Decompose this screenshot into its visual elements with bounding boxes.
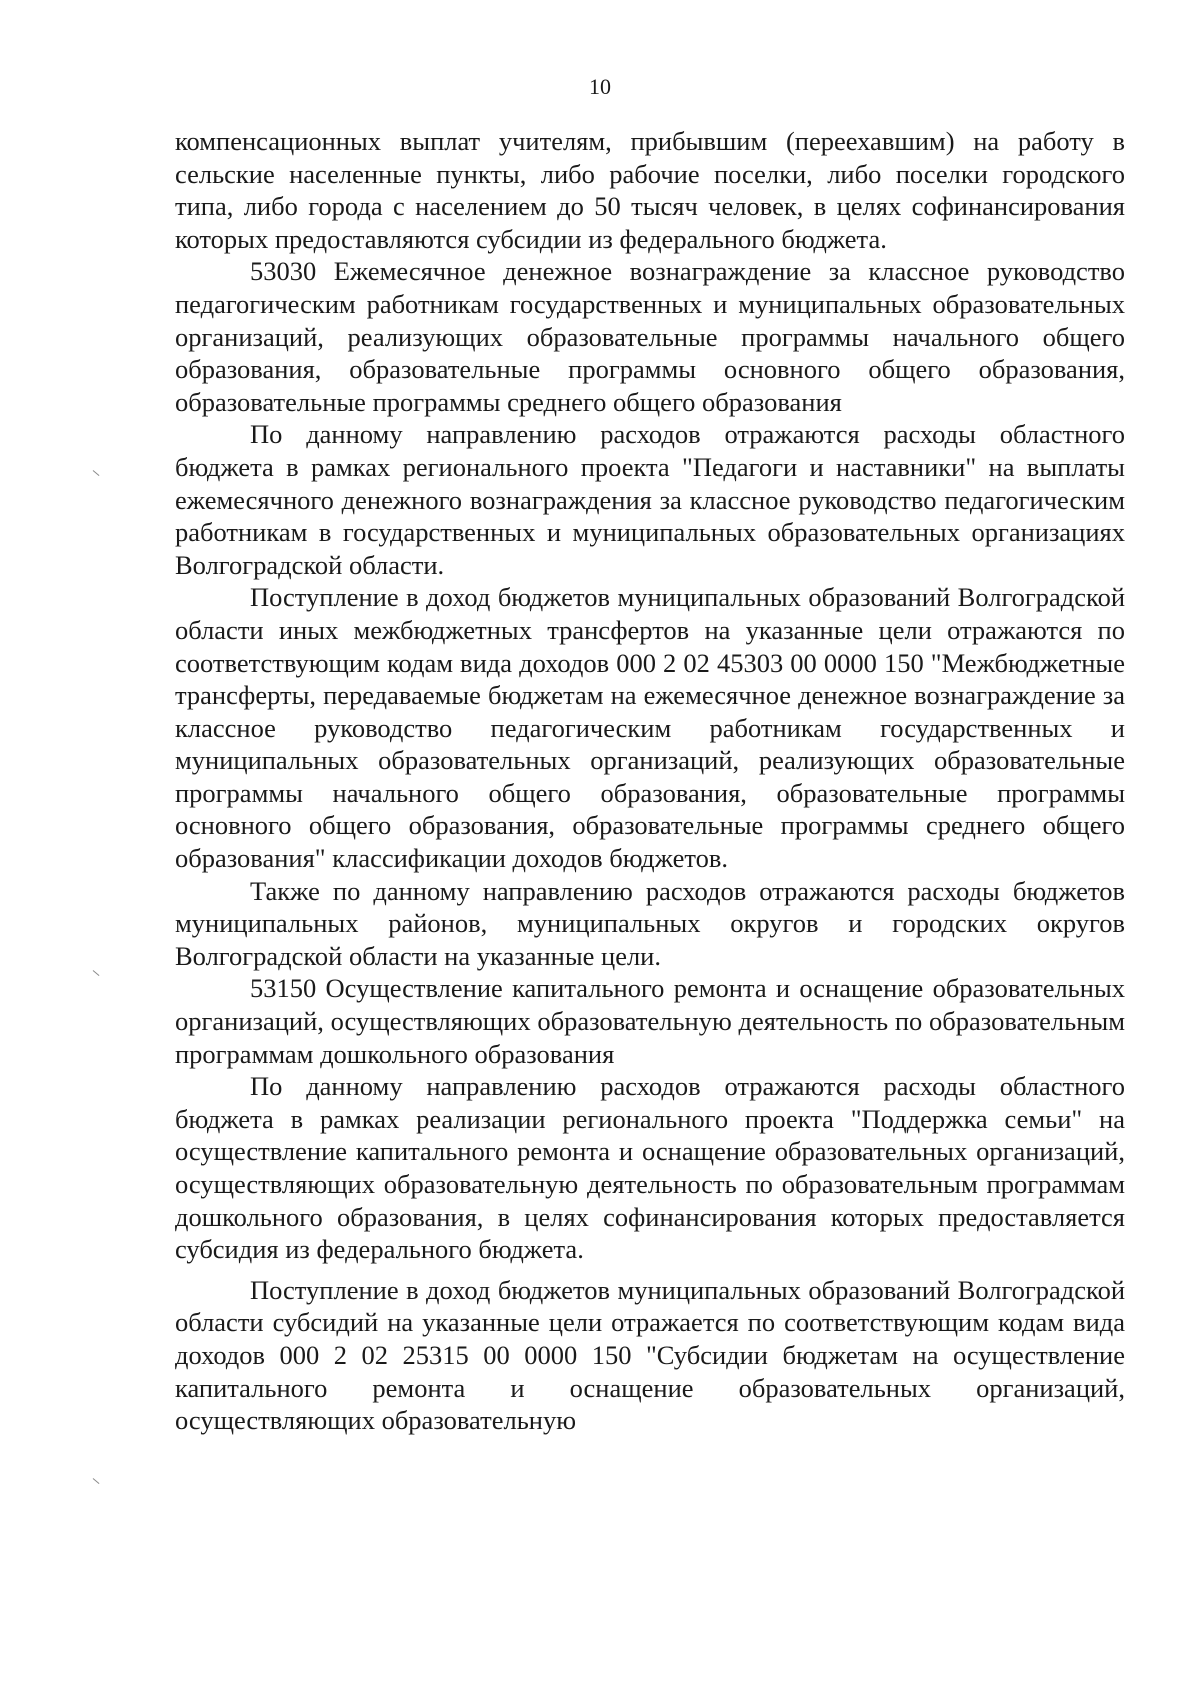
page-number: 10 <box>589 74 611 99</box>
scan-mark <box>93 1478 101 1488</box>
paragraph-heading-53030: 53030 Ежемесячное денежное вознаграждение за классное руководство педагогическим работникам государственных и муниципальных образовательных организаций, реализующих образовательные программы начального общего образования, образовательные программы основного общего образования, образовательные программы среднего общего образования <box>175 256 1125 417</box>
paragraph-heading-53150: 53150 Осуществление капитального ремонта и оснащение образовательных организаций, осуществляющих образовательную деятельность по образовательным программам дошкольного образования <box>175 973 1125 1069</box>
paragraph-municipal-53030: Также по данному направлению расходов отражаются расходы бюджетов муниципальных районов, муниципальных округов и городских округов Волгоградской области на указанные цели. <box>175 875 1125 971</box>
paragraph-expenses-53030: По данному направлению расходов отражаются расходы областного бюджета в рамках регионального проекта "Педагоги и наставники" на выплаты ежемесячного денежного вознаграждения за классное руководство педагогическим работникам в государственных и муниципальных образовательных организациях Волгоградской области. <box>175 419 1125 580</box>
paragraph-expenses-53150: По данному направлению расходов отражаются расходы областного бюджета в рамках реализации регионального проекта "Поддержка семьи" на осуществление капитального ремонта и оснащение образовательных организаций, осуществляющих образовательную деятельность по образовательным программам дошкольного образования, в целях софинансирования которых предоставляется субсидия из федерального бюджета. <box>175 1071 1125 1265</box>
document-body <box>175 125 1125 1437</box>
paragraph-revenue-53030: Поступление в доход бюджетов муниципальных образований Волгоградской области иных межбюджетных трансфертов на указанные цели отражаются по соответствующим кодам вида доходов 000 2 02 45303 00 0000 150 "Межбюджетные трансферты, передаваемые бюджетам на ежемесячное денежное вознаграждение за классное руководство педагогическим работникам государственных и муниципальных образовательных организаций, реализующих образовательные программы начального общего образования, образовательные программы основного общего образования, образовательные программы среднего общего образования" классификации доходов бюджетов. <box>175 582 1125 874</box>
scan-mark <box>93 470 101 480</box>
scan-mark <box>93 970 101 980</box>
paragraph-revenue-53150: Поступление в доход бюджетов муниципальных образований Волгоградской области субсидий на указанные цели отражается по соответствующим кодам вида доходов 000 2 02 25315 00 0000 150 "Субсидии бюджетам на осуществление капитального ремонта и оснащение образовательных организаций, осуществляющих образовательную <box>175 1274 1125 1436</box>
paragraph-continuation: компенсационных выплат учителям, прибывшим (переехавшим) на работу в сельские населенные пункты, либо рабочие поселки, либо поселки городского типа, либо города с населением до 50 тысяч человек, в целях софинансирования которых предоставляются субсидии из федерального бюджета. <box>175 126 1125 254</box>
